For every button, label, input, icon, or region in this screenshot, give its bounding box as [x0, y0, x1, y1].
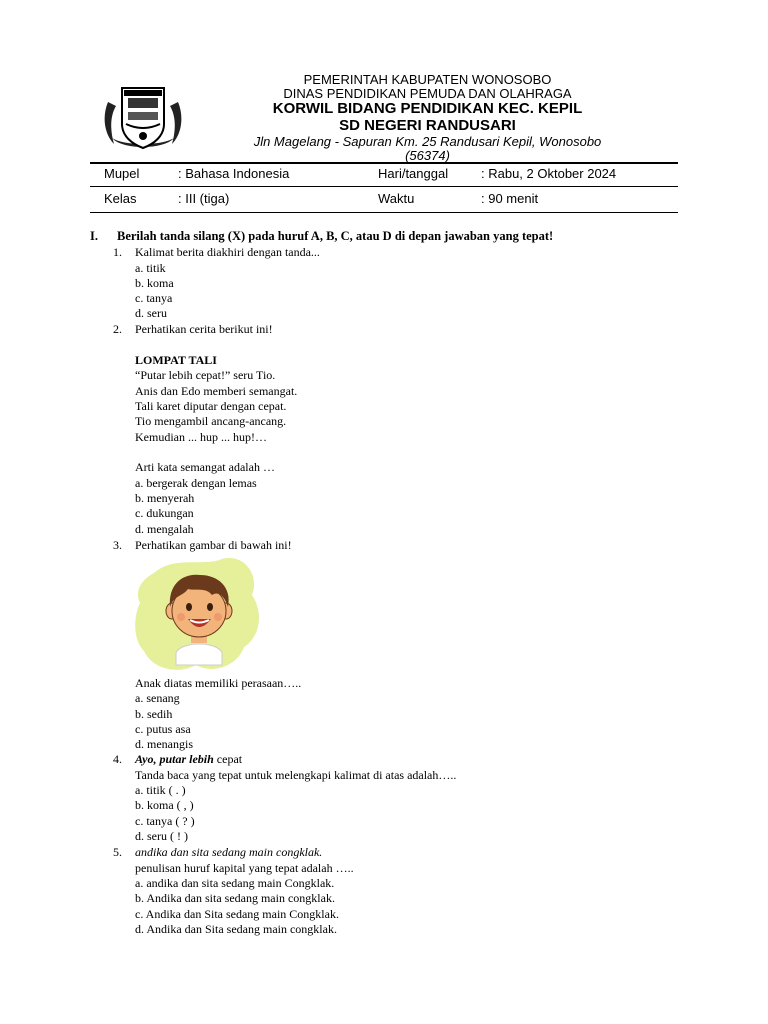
q2-text: Perhatikan cerita berikut ini! [135, 322, 273, 336]
q2-story-line: Anis dan Edo memberi semangat. [135, 384, 298, 398]
q2-option-c: c. dukungan [135, 506, 194, 520]
q1-text: Kalimat berita diakhiri dengan tanda... [135, 245, 320, 259]
q4-question: Tanda baca yang tepat untuk melengkapi kalimat di atas adalah….. [135, 768, 457, 782]
q2-story-title: LOMPAT TALI [135, 353, 217, 367]
q5-option-b: b. Andika dan sita sedang main congklak. [135, 891, 335, 905]
mupel-value: : Bahasa Indonesia [178, 166, 290, 181]
info-divider-bottom [90, 212, 678, 213]
header-department: DINAS PENDIDIKAN PEMUDA DAN OLAHRAGA [283, 86, 572, 101]
q3-option-b: b. sedih [135, 707, 173, 721]
q5-question: penulisan huruf kapital yang tepat adalah ….. [135, 861, 354, 875]
kelas-value: : III (tiga) [178, 191, 230, 206]
q4-text-rest: cepat [213, 752, 243, 766]
hari-tanggal-label: Hari/tanggal [378, 166, 449, 181]
waktu-label: Waktu [378, 191, 415, 206]
q4-option-d: d. seru ( ! ) [135, 829, 188, 843]
q5-text: andika dan sita sedang main congklak. [135, 845, 323, 859]
hari-tanggal-value: : Rabu, 2 Oktober 2024 [481, 166, 617, 181]
mupel-label: Mupel [104, 166, 140, 181]
q5-option-d: d. Andika dan Sita sedang main congklak. [135, 922, 337, 936]
q2-option-d: d. mengalah [135, 522, 194, 536]
q5-option-c: c. Andika dan Sita sedang main Congklak. [135, 907, 339, 921]
waktu-value: : 90 menit [481, 191, 539, 206]
section-instruction: Berilah tanda silang (X) pada huruf A, B, C, atau D di depan jawaban yang tepat! [117, 229, 554, 243]
q4-option-c: c. tanya ( ? ) [135, 814, 195, 828]
q1-option-b: b. koma [135, 276, 174, 290]
q3-option-d: d. menangis [135, 737, 193, 751]
q4-option-a: a. titik ( . ) [135, 783, 186, 797]
q4-text [135, 752, 242, 766]
q2-option-a: a. bergerak dengan lemas [135, 476, 257, 490]
header-korwil: KORWIL BIDANG PENDIDIKAN KEC. KEPIL [272, 100, 583, 117]
q5-number: 5. [113, 845, 122, 859]
section-number: I. [90, 229, 98, 243]
header-government: PEMERINTAH KABUPATEN WONOSOBO [303, 72, 552, 87]
smiling-boy-illustration [134, 555, 264, 673]
header-postal-code: (56374) [405, 148, 450, 163]
q1-number: 1. [113, 245, 122, 259]
info-divider [90, 186, 678, 187]
q3-option-c: c. putus asa [135, 722, 191, 736]
q2-story-line: Tio mengambil ancang-ancang. [135, 414, 287, 428]
kelas-label: Kelas [104, 191, 137, 206]
header-address: Jln Magelang - Sapuran Km. 25 Randusari Kepil, Wonosobo [253, 134, 602, 149]
wonosobo-emblem-logo [100, 80, 186, 154]
q4-number: 4. [113, 752, 122, 766]
q2-number: 2. [113, 322, 122, 336]
q3-text: Perhatikan gambar di bawah ini! [135, 538, 292, 552]
q2-story-line: Tali karet diputar dengan cepat. [135, 399, 287, 413]
q3-question: Anak diatas memiliki perasaan….. [135, 676, 302, 690]
q2-question: Arti kata semangat adalah … [135, 460, 275, 474]
q4-text-emphasis: Ayo, putar lebih [135, 752, 214, 766]
q2-story-line: Kemudian ... hup ... hup!… [135, 430, 267, 444]
q2-option-b: b. menyerah [135, 491, 195, 505]
q2-story-line: “Putar lebih cepat!” seru Tio. [135, 368, 276, 382]
q1-option-d: d. seru [135, 306, 167, 320]
q1-option-a: a. titik [135, 261, 166, 275]
header-divider-top [90, 162, 678, 164]
q1-option-c: c. tanya [135, 291, 173, 305]
q3-number: 3. [113, 538, 122, 552]
header-school-name: SD NEGERI RANDUSARI [339, 117, 516, 134]
q4-option-b: b. koma ( , ) [135, 798, 194, 812]
q5-option-a: a. andika dan sita sedang main Congklak. [135, 876, 335, 890]
q3-option-a: a. senang [135, 691, 180, 705]
